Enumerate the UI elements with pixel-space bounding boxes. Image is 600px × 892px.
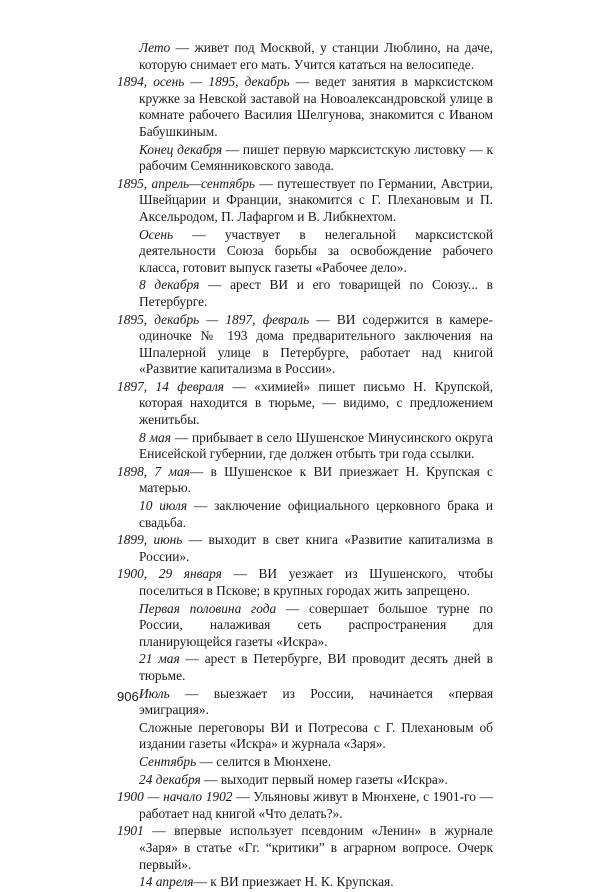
entry-text: — ВИ уезжает из Шушенского, чтобы поселиться в Пскове; в крупных городах жить запрещено.: [139, 566, 493, 598]
entry-date: Осень: [139, 226, 174, 242]
entry-text: — Ульяновы живут в Мюнхене, с 1901-го — работает над книгой «Что делать?».: [139, 789, 493, 821]
entry-date: 8 декабря: [139, 277, 200, 293]
entry-date: 1895, декабрь — 1897, февраль: [117, 311, 310, 327]
entry-text: — заключение официального церковного брака и свадьба.: [139, 498, 493, 530]
entry-date: Конец декабря: [139, 141, 223, 157]
entry-text: — выходит в свет книга «Развитие капитализма в России».: [139, 532, 493, 564]
entry-text: — впервые использует псевдоним «Ленин» в журнале «Заря» в статье «Гг. “критики” в аграрном вопросе. Очерк первый».: [139, 823, 493, 872]
entry-text: — выезжает из России, начинается «первая эмиграция».: [139, 685, 493, 718]
chronology-entry: [117, 651, 493, 684]
entry-text: — путешествует по Германии, Австрии, Швейцарии и Франции, знакомится с Г. Плехановым и П. Аксельродом, П. Лафаргом и В. Либкнехтом.: [139, 175, 493, 224]
chronology-entry: [117, 498, 493, 531]
entry-text: Сложные переговоры ВИ и Потресова с Г. Плехановым об издании газеты «Искра» и журнала «Заря».: [139, 719, 493, 752]
entry-text: — арест в Петербурге, ВИ проводит десять дней в тюрьме.: [139, 651, 493, 683]
chronology-entry: [117, 464, 493, 497]
chronology-entry: [117, 40, 493, 73]
entry-text: — в Шушенское к ВИ приезжает Н. Крупская с матерью.: [139, 463, 493, 496]
entry-date: 1895, апрель—сентябрь: [117, 175, 255, 191]
entry-date: Июль: [139, 685, 170, 701]
chronology-entry: [117, 601, 493, 651]
entry-date: 1894, осень — 1895, декабрь: [117, 74, 290, 90]
entry-text: — пишет первую марксистскую листовку — к рабочим Семянниковского завода.: [139, 141, 493, 174]
page-number: 906: [117, 689, 139, 704]
chronology-list: [117, 40, 493, 892]
entry-text: — выходит первый номер газеты «Искра».: [200, 771, 448, 787]
chronology-entry: [117, 789, 493, 822]
entry-date: 1897, 14 февраля: [117, 378, 225, 394]
chronology-entry: [117, 176, 493, 226]
chronology-entry: [117, 74, 493, 140]
entry-date: 14 апреля: [139, 874, 194, 890]
chronology-entry: [117, 874, 493, 891]
entry-date: Лето: [139, 40, 171, 55]
entry-text: — совершает большое турне по России, налаживая сеть распространения для планирующейся газеты «Искра».: [139, 600, 493, 649]
chronology-entry: [117, 227, 493, 277]
entry-text: — ВИ содержится в камере-одиночке № 193 дома предварительного заключения на Шпалерной улице в Петербурге, работает над книгой «Развитие капитализма в России».: [139, 311, 494, 377]
entry-date: 1898, 7 мая: [117, 463, 190, 479]
entry-date: 1900, 29 января: [117, 566, 222, 582]
entry-text: — селится в Мюнхене.: [196, 753, 332, 769]
chronology-entry: [117, 430, 493, 463]
entry-date: 1900 — начало 1902: [117, 789, 233, 805]
chronology-entry: [117, 142, 493, 175]
entry-date: 24 декабря: [139, 771, 201, 787]
entry-date: Сентябрь: [139, 753, 197, 769]
chronology-entry: [117, 277, 493, 310]
chronology-entry: [117, 566, 493, 599]
chronology-entry: [117, 532, 493, 565]
chronology-entry: [117, 379, 493, 429]
entry-text: — живет под Москвой, у станции Люблино, на даче, которую снимает его мать. Учится кататься на велосипеде.: [139, 40, 493, 72]
chronology-entry: [117, 772, 493, 789]
entry-date: 10 июля: [139, 498, 188, 514]
entry-text: — арест ВИ и его товарищей по Союзу... в Петербурге.: [139, 277, 493, 309]
entry-date: Первая половина года: [139, 600, 277, 616]
entry-text: — к ВИ приезжает Н. К. Крупская.: [193, 874, 394, 890]
entry-text: — участвует в нелегальной марксистской деятельности Союза борьбы за освобождение рабочего класса, готовит выпуск газеты «Рабочее дело».: [139, 226, 493, 275]
chronology-entry: [117, 754, 493, 771]
entry-text: — «химией» пишет письмо Н. Крупской, которая находится в тюрьме, — видимо, с предложением женитьбы.: [139, 378, 494, 428]
entry-date: 8 мая: [139, 429, 171, 445]
chronology-entry: [117, 720, 493, 753]
chronology-entry: [117, 686, 493, 719]
entry-date: 1899, июнь: [117, 532, 183, 548]
entry-date: 1901: [117, 823, 144, 839]
chronology-entry: [117, 823, 493, 873]
entry-text: — прибывает в село Шушенское Минусинского округа Енисейской губернии, где должен отбыть три года ссылки.: [139, 429, 493, 462]
chronology-entry: [117, 312, 493, 378]
entry-text: — ведет занятия в марксистском кружке за Невской заставой на Новоалександровской улице в комнате рабочего Василия Шелгунова, знакомится с Иваном Бабушкиным.: [139, 74, 493, 139]
entry-date: 21 мая: [139, 651, 180, 667]
